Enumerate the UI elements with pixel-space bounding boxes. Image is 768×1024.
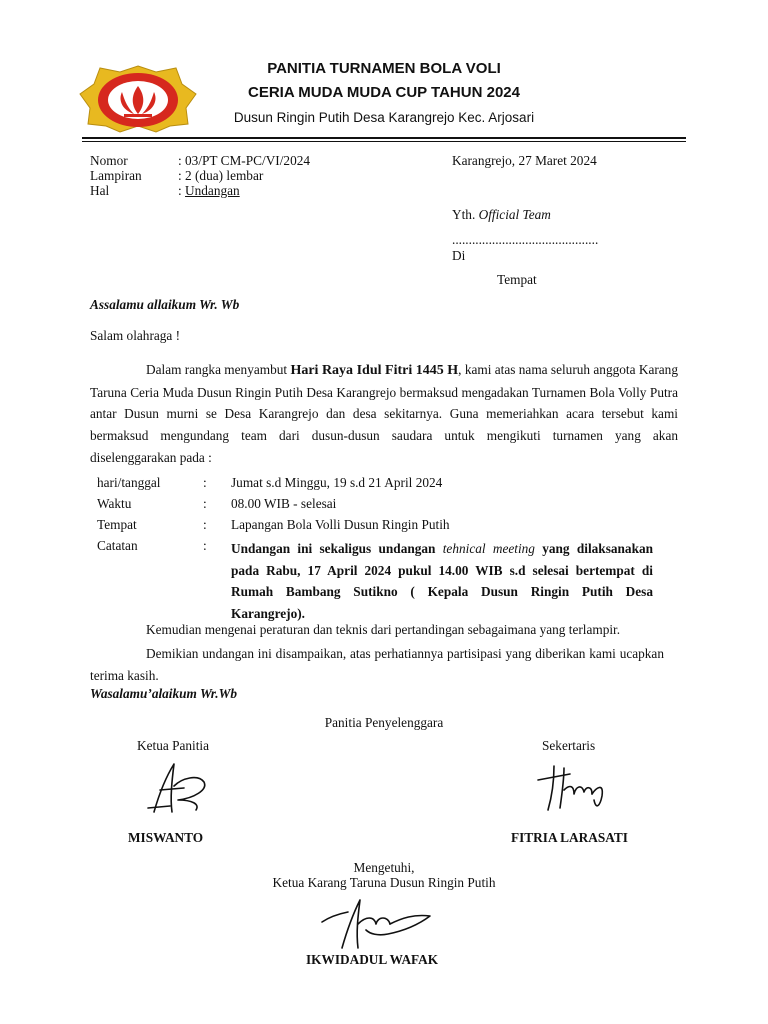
secretary-title: Sekertaris	[542, 738, 596, 753]
closing-salutation: Wasalamu’alaikum Wr.Wb	[90, 686, 238, 701]
intro-post: , kami atas nama seluruh anggota Karang Taruna Ceria Muda Dusun Ringin Putih Desa Karangrejo bermaksud mengadakan Turnamen Bola Volly Putra antar Dusun murni se Desa Karangrejo dan desa sekitarnya. Guna memeriahkan acara tersebut kami bermaksud mengundang team dari dusun-dusun saudara untuk mengikuti turnamen yang akan diselenggarakan pada :	[90, 362, 678, 465]
paragraph-closing: Demikian undangan ini disampaikan, atas perhatiannya partisipasi yang diberikan kami ucapkan terima kasih.	[90, 646, 664, 683]
header-address: Dusun Ringin Putih Desa Karangrejo Kec. Arjosari	[233, 110, 535, 125]
detail-label-note: Catatan	[97, 538, 138, 553]
head-title: Ketua Karang Taruna Dusun Ringin Putih	[272, 875, 496, 890]
head-signature	[318, 894, 438, 952]
chairman-title: Ketua Panitia	[137, 738, 210, 753]
secretary-signature	[530, 760, 614, 816]
head-name: IKWIDADUL WAFAK	[306, 952, 439, 967]
yth-value: Official Team	[478, 207, 551, 222]
hal-field	[178, 183, 240, 199]
detail-label-place: Tempat	[97, 517, 137, 532]
detail-value-date: Jumat s.d Minggu, 19 s.d 21 April 2024	[231, 475, 443, 490]
greeting: Salam olahraga !	[90, 328, 181, 343]
intro-bold: Hari Raya Idul Fitri 1445 H	[290, 363, 459, 378]
recipient	[452, 207, 551, 223]
nomor-value: : 03/PT CM-PC/VI/2024	[178, 153, 311, 168]
chairman-signature	[138, 758, 218, 818]
note-pre: Undangan ini sekaligus undangan	[231, 541, 443, 556]
paragraph-intro	[90, 359, 678, 469]
detail-value-place: Lapangan Bola Volli Dusun Ringin Putih	[231, 517, 450, 532]
secretary-name: FITRIA LARASATI	[511, 830, 628, 845]
acknowledge-label: Mengetuhi,	[353, 860, 415, 875]
detail-label-time: Waktu	[97, 496, 132, 511]
detail-colon-date: :	[203, 475, 207, 490]
nomor-label: Nomor	[90, 153, 128, 168]
note-post: yang dilaksanakan pada Rabu, 17 April 2024 pukul 14.00 WIB s.d selesai bertempat di Rumah Bambang Sutikno ( Kepala Dusun Ringin Putih Desa Karangrejo).	[231, 541, 654, 621]
recipient-dots: ............................................	[452, 232, 599, 247]
hal-prefix: :	[178, 183, 186, 198]
opening-salutation: Assalamu allaikum Wr. Wb	[90, 297, 240, 312]
header-rule-thin	[82, 141, 686, 142]
note-italic: tehnical meeting	[442, 541, 535, 556]
detail-label-date: hari/tanggal	[97, 475, 161, 490]
chairman-name: MISWANTO	[128, 830, 204, 845]
detail-colon-place: :	[203, 517, 207, 532]
paragraph-rules: Kemudian mengenai peraturan dan teknis dari pertandingan sebagaimana yang terlampir.	[146, 622, 621, 637]
detail-colon-note: :	[203, 538, 207, 553]
committee-label: Panitia Penyelenggara	[324, 715, 444, 730]
di-label: Di	[452, 248, 466, 263]
header-subtitle: CERIA MUDA MUDA CUP TAHUN 2024	[248, 84, 520, 101]
place-date: Karangrejo, 27 Maret 2024	[452, 153, 597, 168]
hal-value: Undangan	[185, 183, 240, 198]
hal-label: Hal	[90, 183, 110, 198]
lampiran-value: : 2 (dua) lembar	[178, 168, 264, 183]
header-rule-thick	[82, 137, 686, 139]
tempat-label: Tempat	[497, 272, 537, 287]
lampiran-label: Lampiran	[90, 168, 142, 183]
intro-pre: Dalam rangka menyambut	[146, 362, 291, 377]
detail-colon-time: :	[203, 496, 207, 511]
detail-value-time: 08.00 WIB - selesai	[231, 496, 337, 511]
detail-value-note	[231, 538, 653, 624]
header-title: PANITIA TURNAMEN BOLA VOLI	[267, 60, 501, 77]
yth-prefix: Yth.	[452, 207, 476, 222]
